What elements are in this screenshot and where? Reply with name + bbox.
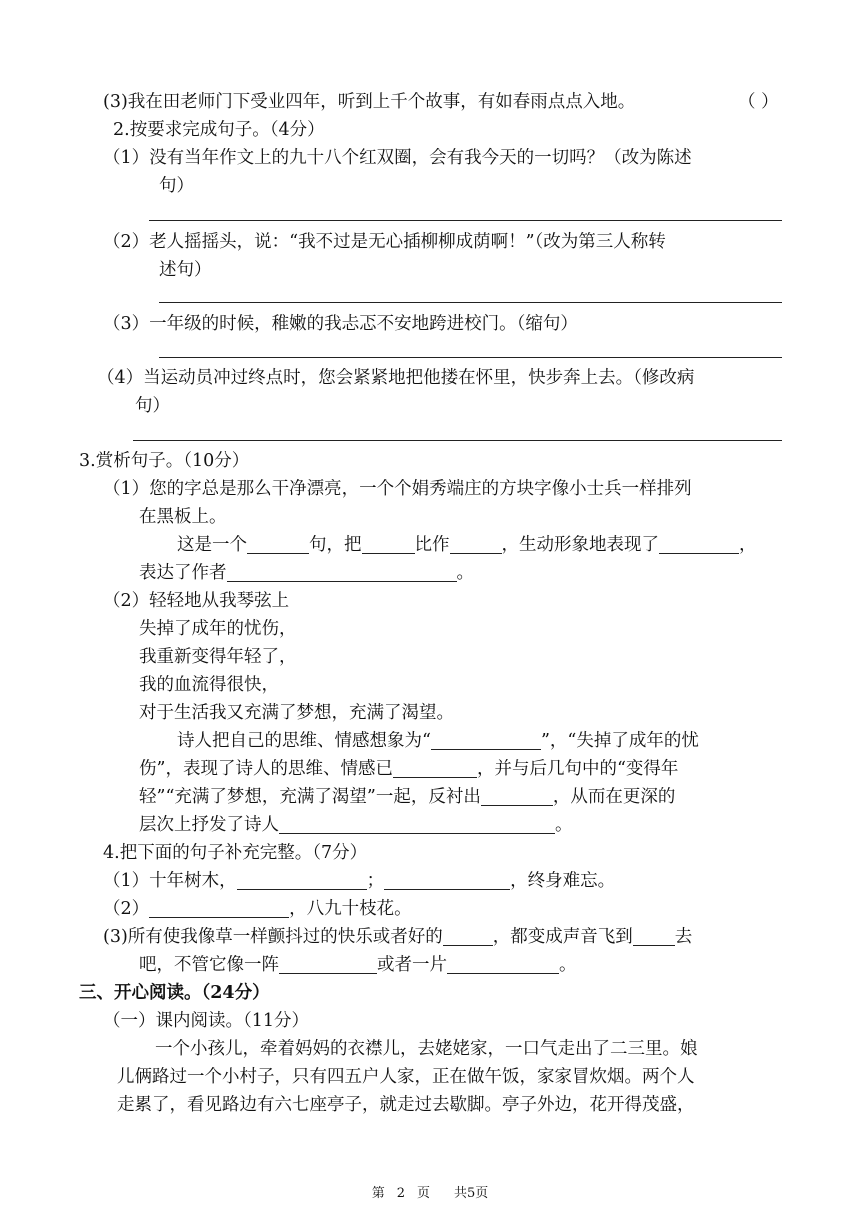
- q4-title: 4.把下面的句子补充完整。（7分）: [103, 843, 368, 863]
- q3-s1-fill-line1: 这是一个 句，把 比作 ，生动形象地表现了 ，: [177, 535, 757, 555]
- blank-sentence-type[interactable]: [247, 535, 309, 554]
- q4-s3-line2: 吧，不管它像一阵 或者一片 。: [139, 955, 577, 975]
- q2-s1-answer-line[interactable]: [149, 220, 782, 221]
- q2-s4-line1: （4）当运动员冲过终点时，您会紧紧地把他搂在怀里，快步奔上去。（修改病: [97, 368, 695, 388]
- q2-s4-line2: 句）: [135, 396, 170, 416]
- q2-s3-answer-line[interactable]: [159, 357, 782, 358]
- blank-author-feeling[interactable]: [227, 563, 457, 582]
- q3-s2-line1: （2）轻轻地从我琴弦上: [103, 591, 290, 611]
- q2-s2-answer-line[interactable]: [159, 302, 782, 303]
- part3-sub1: （一）课内阅读。（11分）: [103, 1011, 310, 1031]
- q2-s1-line1: （1）没有当年作文上的九十八个红双圈，会有我今天的一切吗？（改为陈述: [103, 148, 692, 168]
- q4-s2: （2） ，八九十枝花。: [103, 899, 412, 919]
- blank-object[interactable]: [362, 535, 415, 554]
- poem-line-5: 对于生活我又充满了梦想，充满了渴望。: [139, 703, 454, 723]
- q3-s2-fill-line4: 层次上抒发了诗人 。: [139, 815, 573, 835]
- blank-compared-to[interactable]: [450, 535, 502, 554]
- blank-good-things[interactable]: [443, 927, 493, 946]
- q3-s2-fill-line3: 轻”“充满了梦想，充满了渴望”一起，反衬出 ，从而在更深的: [139, 787, 676, 807]
- q2-s2-line2: 述句）: [159, 260, 212, 280]
- q1-item3-answer-paren[interactable]: （ ）: [738, 92, 779, 112]
- q2-title: 2.按要求完成句子。（4分）: [113, 120, 325, 140]
- q2-s1-line2: 句）: [159, 176, 194, 196]
- q2-s2-line1: （2）老人摇摇头，说：“我不过是无心插柳柳成荫啊！”（改为第三人称转: [103, 232, 666, 252]
- q4-s1: （1）十年树木， ； ，终身难忘。: [103, 871, 616, 891]
- q2-s4-answer-line[interactable]: [133, 440, 782, 441]
- blank-poem-line[interactable]: [149, 899, 289, 918]
- q1-item3: (3)我在田老师门下受业四年，听到上千个故事，有如春雨点点入地。: [103, 92, 636, 112]
- poem-line-3: 我重新变得年轻了，: [139, 647, 297, 667]
- q3-s1-fill-line2: 表达了作者 。: [139, 563, 474, 583]
- blank-like-a-gust[interactable]: [279, 955, 377, 974]
- reading-para-line3: 走累了，看见路边有六七座亭子，就走过去歇脚。亭子外边，花开得茂盛，: [117, 1095, 695, 1115]
- blank-expressed[interactable]: [659, 535, 739, 554]
- part3-title: 三、开心阅读。（24分）: [79, 983, 270, 1003]
- q3-title: 3.赏析句子。（10分）: [79, 451, 250, 471]
- q4-s3-line1: (3)所有使我像草一样颤抖过的快乐或者好的 ，都变成声音飞到 去: [103, 927, 693, 947]
- q3-s1-line1: （1）您的字总是那么干净漂亮，一个个娟秀端庄的方块字像小士兵一样排列: [103, 479, 692, 499]
- blank-contrast[interactable]: [481, 787, 553, 806]
- q2-s3-line1: （3）一年级的时候，稚嫩的我忐忑不安地跨进校门。（缩句）: [103, 314, 578, 334]
- q3-s1-line2: 在黑板上。: [139, 507, 227, 527]
- reading-para-line2: 儿俩路过一个小村子，只有四五户人家，正在做午饭，家家冒炊烟。两个人: [117, 1067, 695, 1087]
- q3-s2-fill-line2: 伤”，表现了诗人的思维、情感已 ，并与后几句中的“变得年: [139, 759, 679, 779]
- blank-imagined-as[interactable]: [431, 731, 541, 750]
- poem-line-4: 我的血流得很快，: [139, 675, 279, 695]
- poem-line-2: 失掉了成年的忧伤，: [139, 619, 297, 639]
- reading-para-line1: 一个小孩儿，牵着妈妈的衣襟儿，去姥姥家，一口气走出了二三里。娘: [155, 1039, 698, 1059]
- page-footer: 第 2 页 共5页: [371, 1186, 489, 1201]
- q3-s2-fill-line1: 诗人把自己的思维、情感想象为“ ”，“失掉了成年的忧: [177, 731, 699, 751]
- page-number: 2: [396, 1186, 405, 1201]
- blank-poet-feeling[interactable]: [279, 815, 555, 834]
- blank-proverb-2[interactable]: [384, 871, 510, 890]
- blank-destination[interactable]: [633, 927, 675, 946]
- total-pages: 共5页: [454, 1186, 489, 1201]
- blank-state[interactable]: [393, 759, 477, 778]
- blank-proverb-1[interactable]: [237, 871, 367, 890]
- blank-like-a-piece[interactable]: [447, 955, 559, 974]
